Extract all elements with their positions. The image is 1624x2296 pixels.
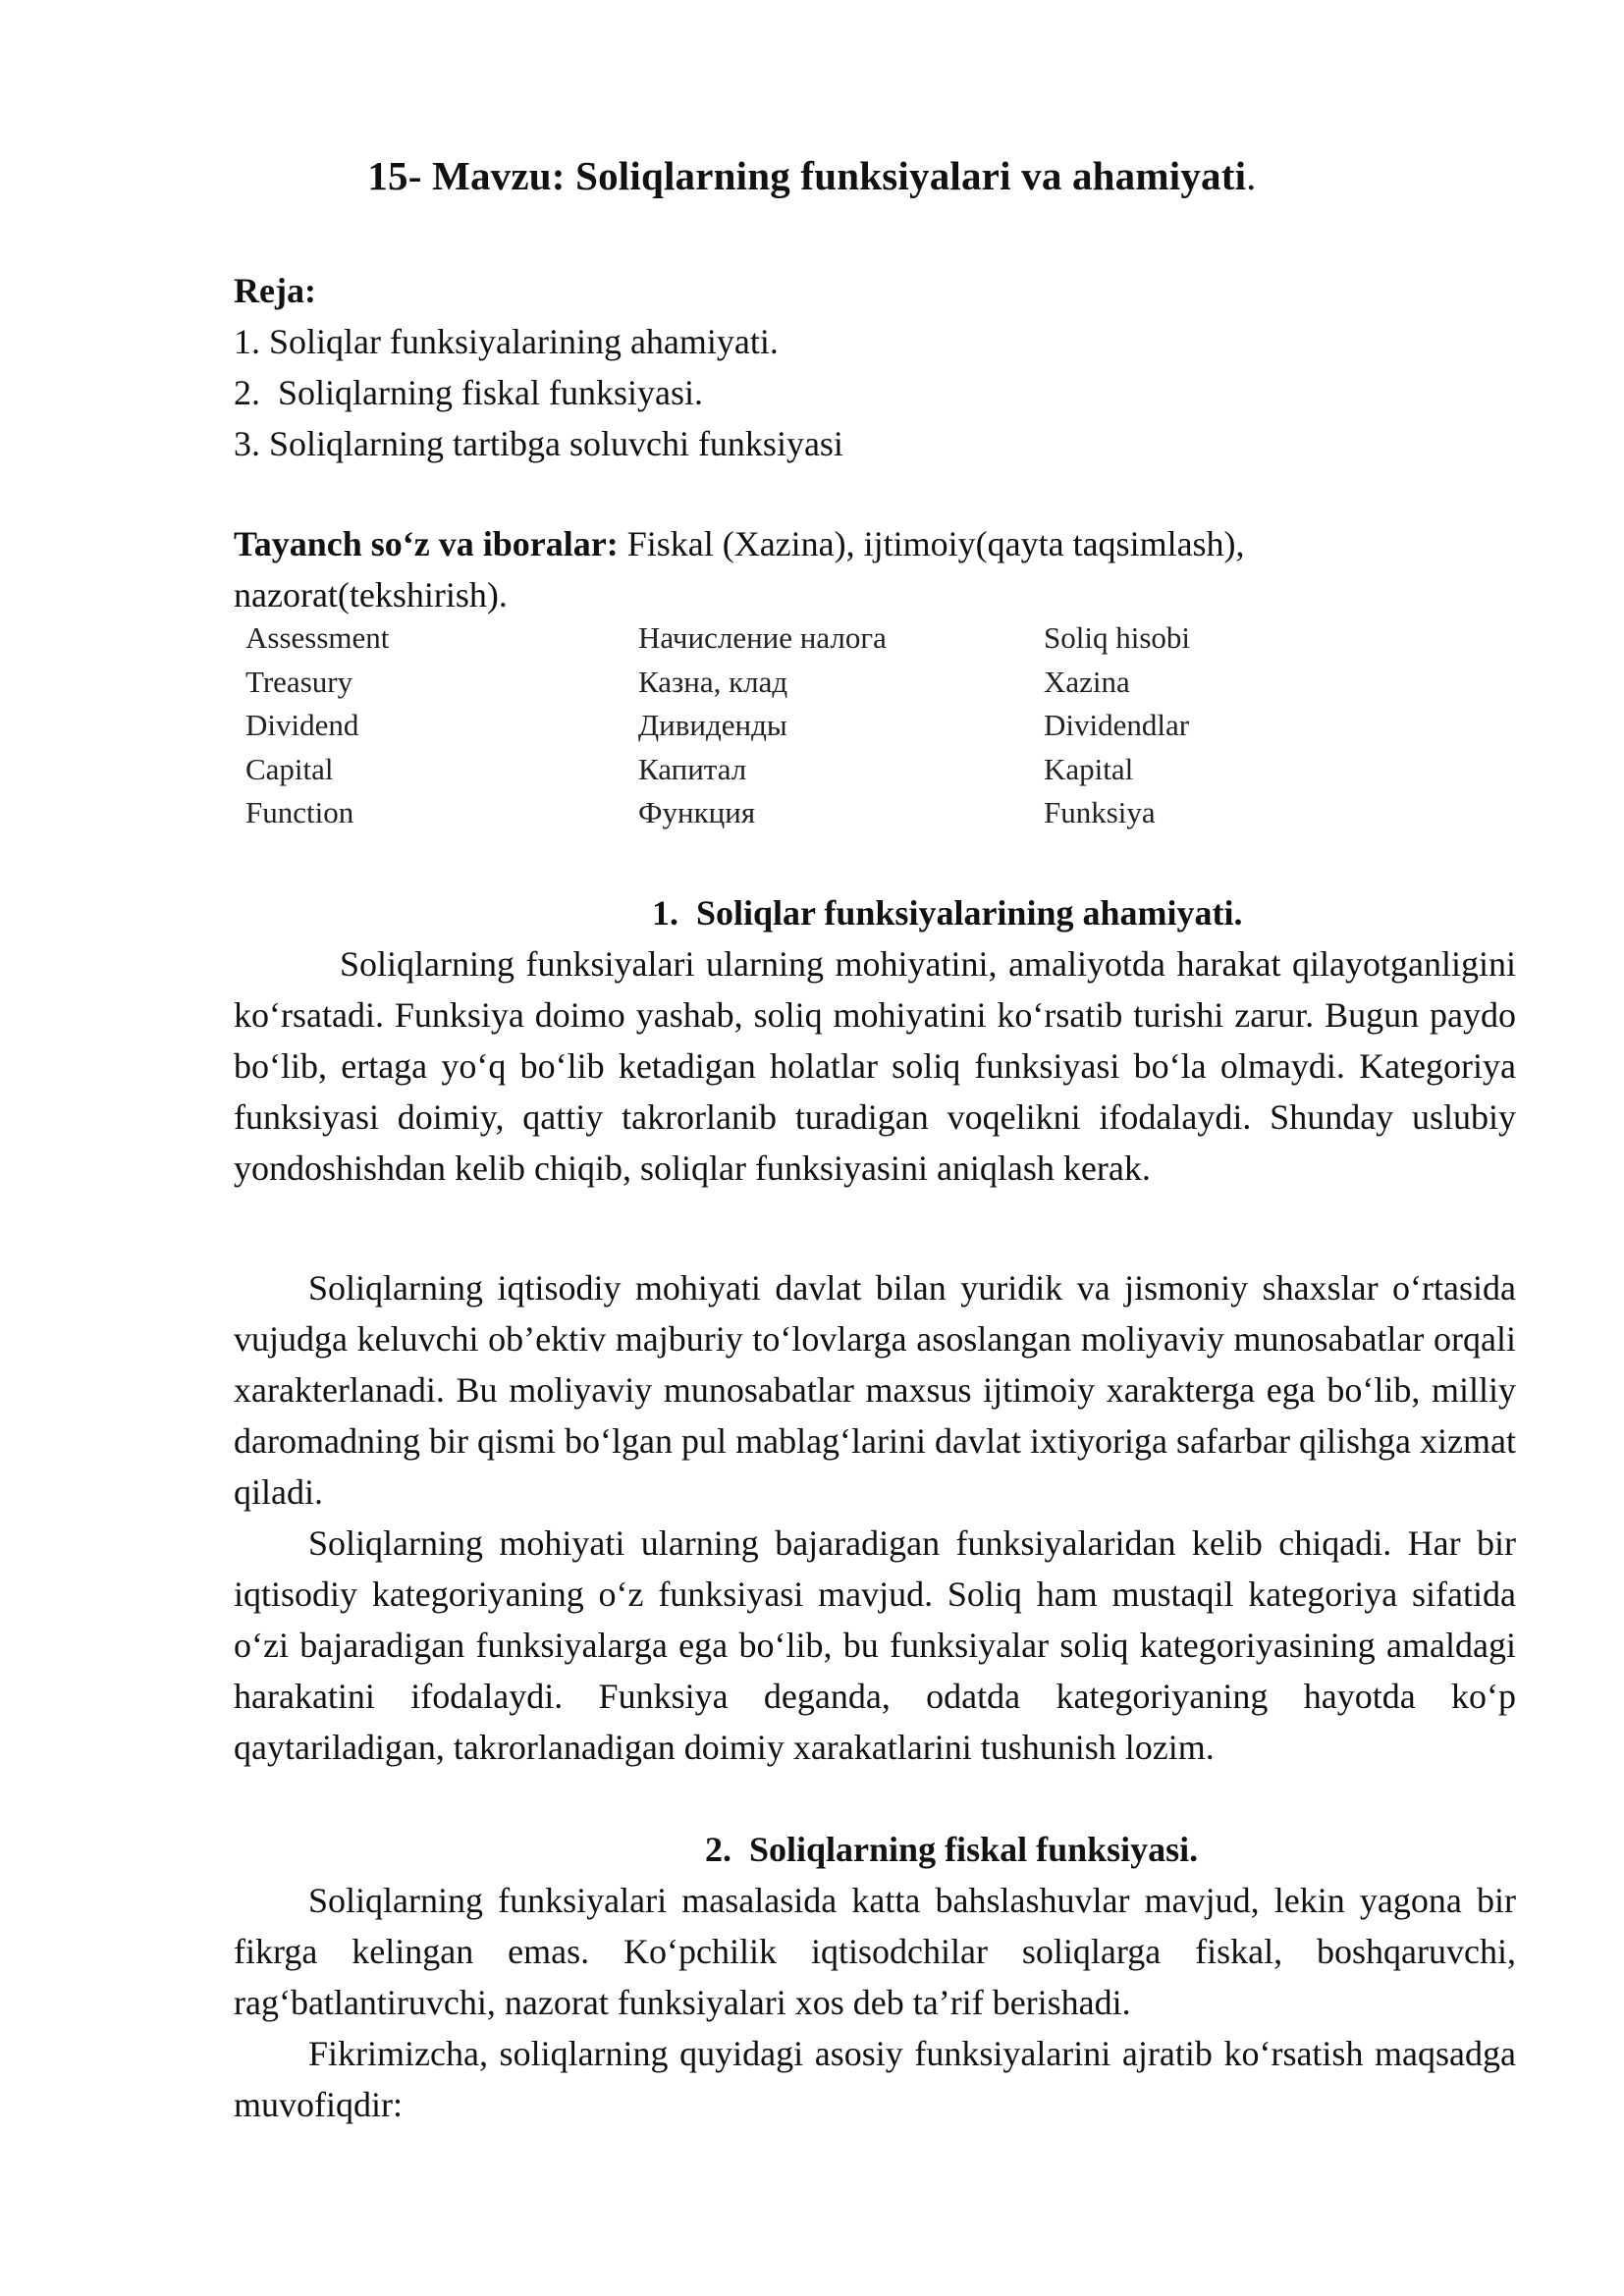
term-russian: Дивиденды <box>638 708 787 743</box>
section1-heading: 1. Soliqlar funksiyalarining ahamiyati. <box>652 893 1243 933</box>
title-text: 15- Mavzu: Soliqlarning funksiyalari va ahamiyati <box>367 153 1247 198</box>
term-russian: Функция <box>638 795 756 830</box>
plan-item: 2. Soliqlarning fiskal funksiyasi. <box>234 373 703 412</box>
table-row <box>245 661 1436 705</box>
table-row <box>245 791 1436 835</box>
plan-list <box>234 316 843 469</box>
table-row <box>245 748 1436 792</box>
plan-item: 3. Soliqlarning tartibga soluvchi funksiyasi <box>234 424 843 463</box>
term-uzbek: Xazina <box>1044 664 1130 699</box>
term-english: Assessment <box>245 620 390 656</box>
term-russian: Казна, клад <box>638 664 788 699</box>
term-russian: Начисление налога <box>638 620 887 656</box>
term-uzbek: Kapital <box>1044 751 1134 786</box>
keywords-block <box>234 518 1516 620</box>
term-uzbek: Dividendlar <box>1044 708 1190 743</box>
section1-paragraph: Soliqlarning mohiyati ularning bajaradigan funksiyalaridan kelib chiqadi. Har bir iqtisodiy kategoriyaning o‘z funksiyasi mavjud. Soliq ham mustaqil kategoriya sifatida o‘zi bajaradigan funksiyalarga ega bo‘lib, bu funksiyalar soliq kategoriyasining amaldagi harakatini ifodalaydi. Funksiya deganda, odatda kategoriyaning hayotda ko‘p qaytariladigan, takrorlanadigan doimiy xarakatlarini tushunish lozim. <box>234 1523 1516 1767</box>
section2-paragraph: Fikrimizcha, soliqlarning quyidagi asosiy funksiyalarini ajratib ko‘rsatish maqsadga muvofiqdir: <box>234 2034 1516 2124</box>
section1-paragraph: Soliqlarning funksiyalari ularning mohiyatini, amaliyotda harakat qilayotganligini ko‘rsatadi. Funksiya doimo yashab, soliq mohiyatini ko‘rsatib turishi zarur. Bugun paydo bo‘lib, ertaga yo‘q bo‘lib ketadigan holatlar soliq funksiyasi bo‘la olmaydi. Kategoriya funksiyasi doimiy, qattiy takrorlanib turadigan voqelikni ifodalaydi. Shunday uslubiy yondoshishdan kelib chiqib, soliqlar funksiyasini aniqlash kerak. <box>234 944 1516 1188</box>
table-row <box>245 704 1436 748</box>
title-period: . <box>1246 153 1257 198</box>
keywords-text: Fiskal (Xazina), ijtimoiy(qayta taqsimlash), nazorat(tekshirish). <box>234 524 1245 614</box>
term-uzbek: Funksiya <box>1044 795 1156 830</box>
term-english: Function <box>245 795 354 830</box>
section2-paragraph: Soliqlarning funksiyalari masalasida katta bahslashuvlar mavjud, lekin yagona bir fikrga kelingan emas. Ko‘pchilik iqtisodchilar soliqlarga fiskal, boshqaruvchi, rag‘batlantiruvchi, nazorat funksiyalari xos deb ta’rif berishadi. <box>234 1881 1516 2022</box>
plan-item: 1. Soliqlar funksiyalarining ahamiyati. <box>234 322 779 361</box>
section1-paragraph: Soliqlarning iqtisodiy mohiyati davlat bilan yuridik va jismoniy shaxslar o‘rtasida vujudga keluvchi ob’ektiv majburiy to‘lovlarga asoslangan moliyaviy munosabatlar orqali xarakterlanadi. Bu moliyaviy munosabatlar maxsus ijtimoiy xarakterga ega bo‘lib, milliy daromadning bir qismi bo‘lgan pul mablag‘larini davlat ixtiyoriga safarbar qilishga xizmat qiladi. <box>234 1268 1516 1512</box>
table-row <box>245 616 1436 661</box>
plan-label: Reja: <box>234 271 316 310</box>
term-english: Capital <box>245 751 334 786</box>
document-title <box>0 152 1624 199</box>
term-english: Dividend <box>245 708 359 743</box>
term-uzbek: Soliq hisobi <box>1044 620 1191 656</box>
keywords-label: Tayanch so‘z va iboralar: <box>234 524 619 563</box>
terms-table <box>245 616 1436 835</box>
term-english: Treasury <box>245 664 353 699</box>
section2-heading: 2. Soliqlarning fiskal funksiyasi. <box>705 1830 1199 1869</box>
term-russian: Капитал <box>638 751 747 786</box>
